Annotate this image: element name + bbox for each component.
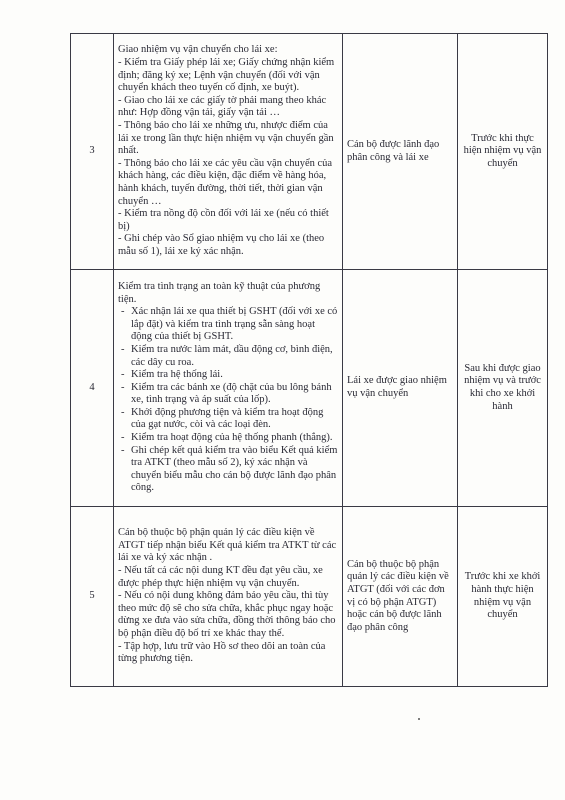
ink-speck	[418, 718, 420, 720]
list-item: - Xác nhận lái xe qua thiết bị GSHT (đối với xe có lắp đặt) và kiểm tra tình trạng sẵn sàng hoạt động của thiết bị GSHT.	[131, 306, 338, 344]
step-number: 3	[71, 34, 114, 270]
content-line: Cán bộ thuộc bộ phận quản lý các điều kiện về ATGT tiếp nhận biểu Kết quả kiểm tra ATKT từ các lái xe và ký xác nhận .	[118, 527, 337, 564]
table-row	[71, 34, 548, 270]
table-row	[71, 507, 548, 687]
content-line: - Nếu có nội dung không đảm bảo yêu cầu, thì tùy theo mức độ sẽ cho sửa chữa, khắc phục ngay hoặc dừng xe đưa vào sửa chữa, đồng thời thông báo cho bộ phận điều độ bố trí xe khác thay thế.	[118, 590, 336, 639]
step-number: 5	[71, 507, 114, 687]
content-line: - Tập hợp, lưu trữ vào Hồ sơ theo dõi an toàn của từng phương tiện.	[118, 640, 326, 665]
timing-cell: Trước khi thực hiện nhiệm vụ vận chuyển	[458, 34, 548, 270]
list-item: - Kiểm tra hệ thống lái.	[131, 369, 338, 382]
responsible-cell: Lái xe được giao nhiệm vụ vận chuyển	[343, 270, 458, 507]
table-row	[71, 270, 548, 507]
procedure-table	[70, 33, 548, 687]
timing-cell: Sau khi được giao nhiệm vụ và trước khi cho xe khởi hành	[458, 270, 548, 507]
content-line: - Nếu tất cả các nội dung KT đều đạt yêu cầu, xe được phép thực hiện nhiệm vụ vận chuyển.	[118, 565, 323, 589]
content-line: - Kiểm tra nồng độ cồn đối với lái xe (nếu có thiết bị)	[118, 208, 329, 232]
responsible-cell: Cán bộ thuộc bộ phận quản lý các điều kiện về ATGT (đối với các đơn vị có bộ phận ATGT) hoặc cán bộ được lãnh đạo phân công	[343, 507, 458, 687]
content-line: - Kiểm tra Giấy phép lái xe; Giấy chứng nhận kiểm định; đăng ký xe; Lệnh vận chuyển (đối với vận chuyển khách theo tuyến cố định, xe buýt).	[118, 57, 335, 94]
step-content	[114, 507, 343, 687]
list-item: - Khởi động phương tiện và kiểm tra hoạt động của gạt nước, còi và các loại đèn.	[131, 407, 338, 432]
content-line: - Thông báo cho lái xe những ưu, nhược điểm của lái xe trong lần thực hiện nhiệm vụ vận chuyển gần nhất.	[118, 120, 334, 157]
content-line: - Ghi chép vào Sổ giao nhiệm vụ cho lái xe (theo mẫu số 1), lái xe ký xác nhận.	[118, 233, 325, 257]
check-list	[118, 306, 338, 495]
content-line: Giao nhiệm vụ vận chuyển cho lái xe:	[118, 44, 278, 56]
timing-cell: Trước khi xe khởi hành thực hiện nhiệm vụ vận chuyển	[458, 507, 548, 687]
list-item: - Kiểm tra hoạt động của hệ thống phanh (thắng).	[131, 432, 338, 445]
content-line: - Thông báo cho lái xe các yêu cầu vận chuyển của khách hàng, các điều kiện, đặc điểm về hàng hóa, hành khách, tuyến đường, thời tiết, thời gian vận chuyển …	[118, 157, 333, 207]
content-line: - Giao cho lái xe các giấy tờ phải mang theo khác như: Hợp đồng vận tải, giấy vận tải …	[118, 94, 327, 119]
step-content	[114, 270, 343, 507]
content-intro: Kiểm tra tình trạng an toàn kỹ thuật của phương tiện.	[118, 280, 321, 305]
list-item: - Ghi chép kết quả kiểm tra vào biểu Kết quả kiểm tra ATKT (theo mẫu số 2), ký xác nhận và chuyển biểu mẫu cho cán bộ được lãnh đạo phân công.	[131, 445, 338, 495]
list-item: - Kiểm tra nước làm mát, dầu động cơ, bình điện, các dây cu roa.	[131, 344, 338, 369]
step-content	[114, 34, 343, 270]
step-number: 4	[71, 270, 114, 507]
list-item: - Kiểm tra các bánh xe (độ chặt của bu lông bánh xe, tình trạng và áp suất của lốp).	[131, 382, 338, 407]
responsible-cell: Cán bộ được lãnh đạo phân công và lái xe	[343, 34, 458, 270]
